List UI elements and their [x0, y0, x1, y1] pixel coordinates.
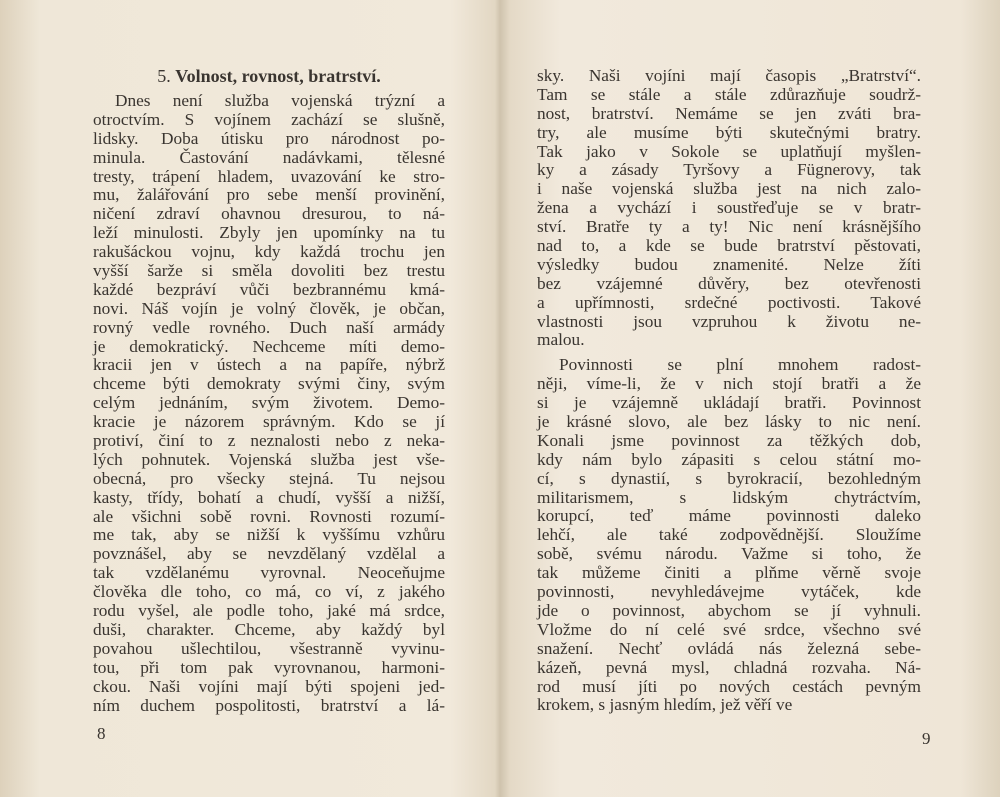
text-line: vyšší šarže si směla dovoliti bez trestu: [93, 261, 445, 281]
text-line: ky a zásady Tyršovy a Fügnerovy, tak: [537, 160, 921, 180]
text-line: ničení zdraví ohavnou dresurou, to ná-: [93, 204, 445, 224]
text-line: chceme býti demokraty svými činy, svým: [93, 374, 445, 394]
chapter-number: 5.: [157, 66, 171, 86]
text-line: bez vzájemné důvěry, bez otevřenosti: [537, 273, 921, 293]
text-line: ale všichni sobě rovni. Rovnosti rozumí-: [93, 506, 445, 526]
text-line: militarismem, s lidským chytráctvím,: [537, 487, 921, 507]
text-line: Povinnosti se plní mnohem radost-: [559, 355, 921, 375]
text-line: rod musí jíti po nových cestách pevným: [537, 676, 921, 696]
text-line: Konali jsme povinnost za těžkých dob,: [537, 430, 921, 450]
text-line: sky. Naši vojíni mají časopis „Bratrství“.: [537, 66, 921, 85]
text-line: lých pohnutek. Vojenská služba jest vše-: [93, 449, 445, 469]
text-line: kracii jen v ústech a na papíře, nýbrž: [93, 355, 445, 375]
text-line: kasty, třídy, bohatí a chudí, vyšší a nižší,: [93, 487, 445, 507]
text-line: povinnosti, nevyhledávejme vytáček, kde: [537, 582, 921, 602]
text-line: protiví, činí to z neznalosti nebo z neka-: [93, 431, 445, 451]
right-page-text: [537, 67, 921, 715]
text-line: si je vzájemně ukládají bratři. Povinnost: [537, 393, 921, 413]
text-line: ství. Bratře ty a ty! Nic není krásnějšího: [537, 217, 921, 237]
text-line: Tam se stále a stále zdůrazňuje soudrž-: [537, 84, 921, 104]
text-line: vlastnosti jsou vzpruhou k životu ne-: [537, 311, 921, 331]
text-line: obecná, pro všecky stejná. Tu nejsou: [93, 468, 445, 488]
chapter-heading: [93, 66, 445, 87]
chapter-title: Volnost, rovnost, bratrství.: [175, 66, 381, 86]
text-line: try, ale musíme býti skutečnými bratry.: [537, 122, 921, 142]
text-line: sobě, svému národu. Važme si toho, že: [537, 544, 921, 564]
text-line: a upřímnosti, srdečné poctivosti. Takové: [537, 292, 921, 312]
text-line: novi. Náš vojín je volný člověk, je občan,: [93, 298, 445, 318]
text-line: člověka dle toho, co má, co ví, z jakého: [93, 582, 445, 602]
text-line: krokem, s jasným hledím, jež věří ve: [537, 695, 793, 715]
text-line: ckou. Naši vojíni mají býti spojeni jed-: [93, 676, 445, 696]
left-page-text: [93, 92, 445, 715]
text-line: Vložme do ní celé své srdce, všechno své: [537, 619, 921, 639]
text-line: žena a vychází i soustřeďuje se v bratr-: [537, 198, 921, 218]
text-line: výsledky budou znamenité. Nelze žíti: [537, 254, 921, 274]
text-line: je demokratický. Nechceme míti demo-: [93, 336, 445, 356]
page-number-left: 8: [97, 724, 106, 743]
text-line: každé bezpráví vůči bezbrannému kmá-: [93, 279, 445, 299]
text-line: kracie je názorem správným. Kdo se jí: [93, 412, 445, 432]
text-line: něji, víme-li, že v nich stojí bratři a že: [537, 374, 921, 394]
page-number-right: 9: [922, 729, 931, 748]
text-line: nost, bratrství. Nemáme se jen zváti bra-: [537, 103, 921, 123]
text-line: povahou ušlechtilou, všestranně vyvinu-: [93, 638, 445, 658]
text-line: cí, s dynastií, s byrokracií, bezohledným: [537, 468, 921, 488]
text-line: celým jednáním, svým životem. Demo-: [93, 393, 445, 413]
text-line: rovný vedle rovného. Duch naší armády: [93, 317, 445, 337]
text-line: lidsky. Doba útisku pro národnost po-: [93, 128, 445, 148]
text-line: jde o povinnost, abychom se jí vyhnuli.: [537, 600, 921, 620]
text-line: tou, při tom pak vyrovnanou, harmoni-: [93, 657, 445, 677]
text-line: tresty, trápení hladem, uvazování ke stro-: [93, 166, 445, 186]
text-line: mu, žalářování pro sebe menší provinění,: [93, 185, 445, 205]
text-line: kázeň, pevná mysl, chladná rozvaha. Ná-: [537, 657, 921, 677]
text-line: je krásné slovo, ale bez lásky to nic není.: [537, 412, 921, 432]
text-line: korupcí, teď máme povinnosti daleko: [537, 506, 921, 526]
text-line: minula. Častování nadávkami, tělesné: [93, 147, 445, 167]
text-line: ním duchem pospolitosti, bratrství a lá-: [93, 695, 445, 715]
text-line: otroctvím. S vojínem zachází se slušně,: [93, 109, 445, 129]
text-line: povznášel, aby se nevzdělaný vzdělal a: [93, 544, 445, 564]
text-line: nad to, a kde se bude bratrství pěstovati,: [537, 236, 921, 256]
text-line: tak můžeme činiti a plňme věrně svoje: [537, 563, 921, 583]
text-line: me tak, aby se nižší k vyššímu vzhůru: [93, 525, 445, 545]
text-line: rodu vyšel, ale podle toho, jaké má srdce,: [93, 601, 445, 621]
text-line: snažení. Nechť ovládá nás železná sebe-: [537, 638, 921, 658]
text-line: Dnes není služba vojenská trýzní a: [115, 91, 445, 110]
text-line: tak vzdělanému vyrovnal. Neoceňujme: [93, 563, 445, 583]
text-line: leží minulosti. Zbyly jen upomínky na tu: [93, 223, 445, 243]
text-line: Tak jako v Sokole se uplatňují myšlen-: [537, 141, 921, 161]
text-line: lehčí, ale také zodpovědnější. Sloužíme: [537, 525, 921, 545]
text-line: i naše vojenská služba jest na nich zalo-: [537, 179, 921, 199]
text-line: malou.: [537, 330, 585, 350]
text-line: rakušáckou vojnu, kdy každá trochu jen: [93, 242, 445, 262]
text-line: duši, charakter. Chceme, aby každý byl: [93, 619, 445, 639]
text-line: kdy nám bylo zápasiti s celou státní mo-: [537, 449, 921, 469]
